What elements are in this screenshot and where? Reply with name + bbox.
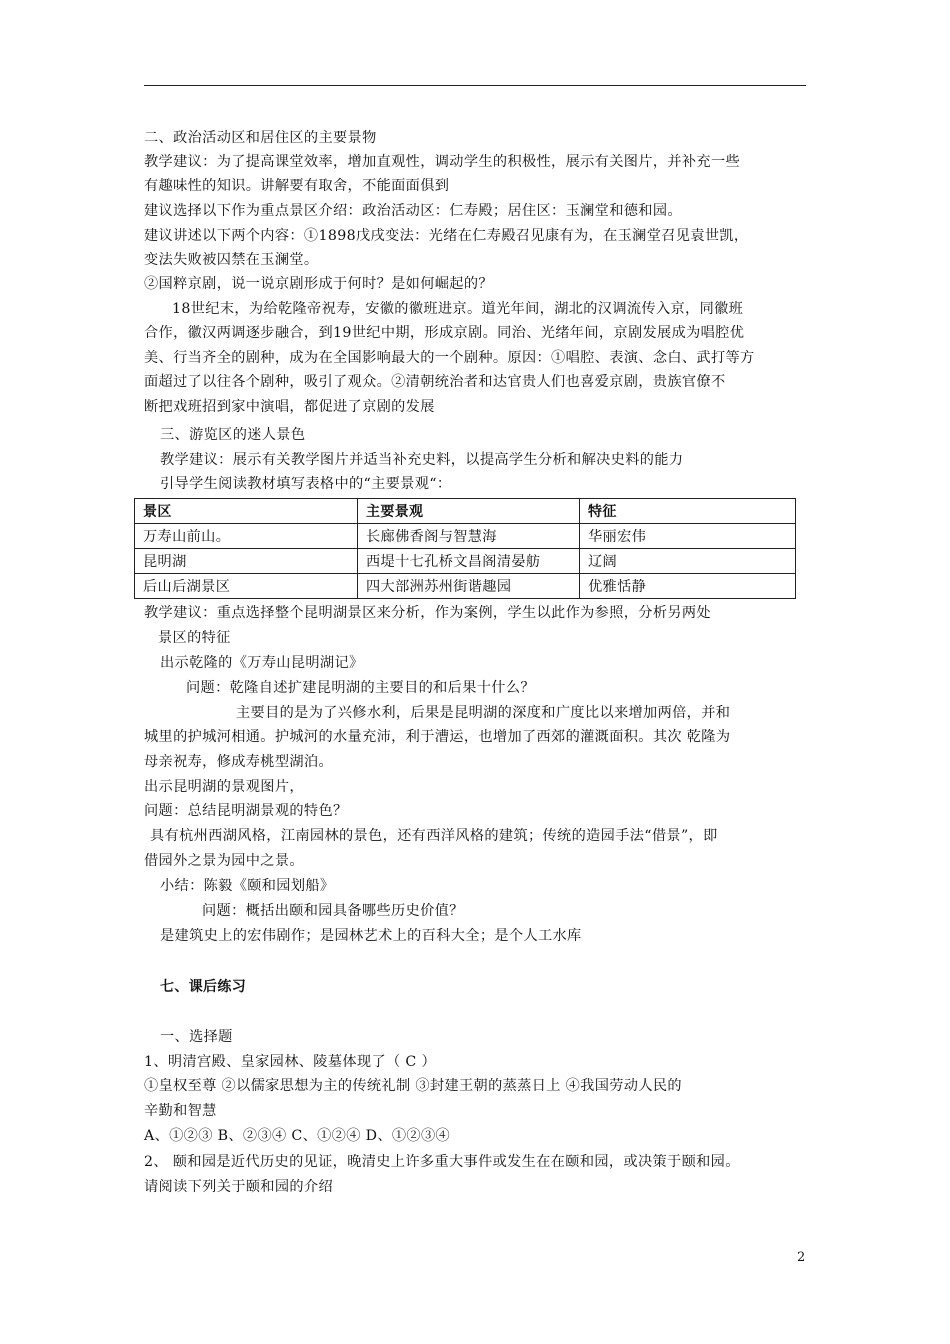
- text-line: 请阅读下列关于颐和园的介绍: [144, 1179, 333, 1195]
- text-line: 面超过了以往各个剧种，吸引了观众。②清朝统治者和达官贵人们也喜爱京剧，贵族官僚不: [144, 374, 726, 390]
- text-line: 母亲祝寿，修成寿桃型湖泊。: [144, 754, 333, 770]
- table-header-cell: 景区: [135, 499, 358, 524]
- section-heading: 三、游览区的迷人景色: [160, 427, 306, 443]
- text-line: 美、行当齐全的剧种，成为在全国影响最大的一个剧种。原因：①唱腔、表演、念白、武打等方: [144, 350, 755, 366]
- table-cell: 四大部洲苏州街谐趣园: [358, 574, 580, 599]
- question-line: 问题：概括出颐和园具备哪些历史价值？: [202, 903, 464, 919]
- header-rule: [144, 85, 806, 86]
- table-cell: 昆明湖: [135, 549, 358, 574]
- table-cell: 辽阔: [580, 549, 796, 574]
- table-cell: 华丽宏伟: [580, 524, 796, 549]
- text-line: 景区的特征: [158, 630, 231, 646]
- text-line: 出示昆明湖的景观图片，: [144, 779, 304, 795]
- exercise-heading: 七、课后练习: [160, 979, 247, 995]
- table-header-cell: 特征: [580, 499, 796, 524]
- text-line: ②国粹京剧，说一说京剧形成于何时？是如何崛起的？: [144, 276, 493, 292]
- text-line: 小结：陈毅《颐和园划船》: [160, 878, 335, 894]
- table-cell: 长廊佛香阁与智慧海: [358, 524, 580, 549]
- text-line: 建议讲述以下两个内容：①1898戊戌变法：光绪在仁寿殿召见康有为，在玉澜堂召见袁世凯，: [144, 228, 749, 244]
- text-line: 主要目的是为了兴修水利，后果是昆明湖的深度和广度比以来增加两倍，并和: [236, 705, 731, 721]
- section-heading: 二、政治活动区和居住区的主要景物: [144, 130, 377, 146]
- text-line: 有趣味性的知识。讲解要有取舍，不能面面俱到: [144, 178, 450, 194]
- table-cell: 万寿山前山。: [135, 524, 358, 549]
- table-row: [135, 574, 796, 599]
- text-line: 教学建议：重点选择整个昆明湖景区来分析，作为案例，学生以此作为参照，分析另两处: [144, 605, 711, 621]
- text-line: 变法失败被囚禁在玉澜堂。: [144, 252, 319, 268]
- options-line: 辛勤和智慧: [144, 1103, 217, 1119]
- table-cell: 西堤十七孔桥文昌阁清晏舫: [358, 549, 580, 574]
- answer-choices: A、①②③ B、②③④ C、①②④ D、①②③④: [144, 1128, 451, 1144]
- text-line: 是建筑史上的宏伟剧作；是园林艺术上的百科大全；是个人工水库: [160, 928, 582, 944]
- text-line: 城里的护城河相通。护城河的水量充沛，利于漕运，也增加了西郊的灌溉面积。其次 乾隆为: [144, 729, 731, 745]
- question-line: 问题：总结昆明湖景观的特色？: [144, 803, 348, 819]
- scenery-table: [134, 498, 796, 599]
- text-line: 出示乾隆的《万寿山昆明湖记》: [160, 655, 364, 671]
- question-line: 2、 颐和园是近代历史的见证，晚清史上许多重大事件或发生在在颐和园，或决策于颐和园。: [144, 1154, 740, 1170]
- page-number: 2: [797, 1250, 806, 1265]
- question-line: 1、明清宫殿、皇家园林、陵墓体现了（ C ）: [144, 1054, 436, 1070]
- question-line: 问题：乾隆自述扩建昆明湖的主要目的和后果十什么？: [186, 680, 535, 696]
- table-cell: 优雅恬静: [580, 574, 796, 599]
- section-heading: 一、选择题: [160, 1029, 233, 1045]
- table-header-cell: 主要景观: [358, 499, 580, 524]
- text-line: 教学建议：展示有关教学图片并适当补充史料，以提高学生分析和解决史料的能力: [160, 452, 684, 468]
- text-line: 建议选择以下作为重点景区介绍：政治活动区：仁寿殿；居住区：玉澜堂和德和园。: [144, 203, 682, 219]
- table-row: [135, 549, 796, 574]
- text-line: 教学建议：为了提高课堂效率，增加直观性，调动学生的积极性，展示有关图片，并补充一些: [144, 154, 741, 170]
- text-line: 断把戏班招到家中演唱，都促进了京剧的发展: [144, 399, 435, 415]
- table-cell: 后山后湖景区: [135, 574, 358, 599]
- table-row: [135, 524, 796, 549]
- text-line: 引导学生阅读教材填写表格中的“主要景观“：: [160, 476, 452, 492]
- table-header-row: [135, 499, 796, 524]
- text-line: 具有杭州西湖风格，江南园林的景色，还有西洋风格的建筑；传统的造园手法“借景”，即: [150, 828, 718, 844]
- text-line: 18世纪末，为给乾隆帝祝寿，安徽的徽班进京。道光年间，湖北的汉调流传入京，同徽班: [172, 301, 744, 317]
- text-line: 借园外之景为园中之景。: [144, 853, 304, 869]
- text-line: 合作，徽汉两调逐步融合，到19世纪中期，形成京剧。同治、光绪年间，京剧发展成为唱腔优: [144, 325, 745, 341]
- options-line: ①皇权至尊 ②以儒家思想为主的传统礼制 ③封建王朝的蒸蒸日上 ④我国劳动人民的: [144, 1078, 682, 1094]
